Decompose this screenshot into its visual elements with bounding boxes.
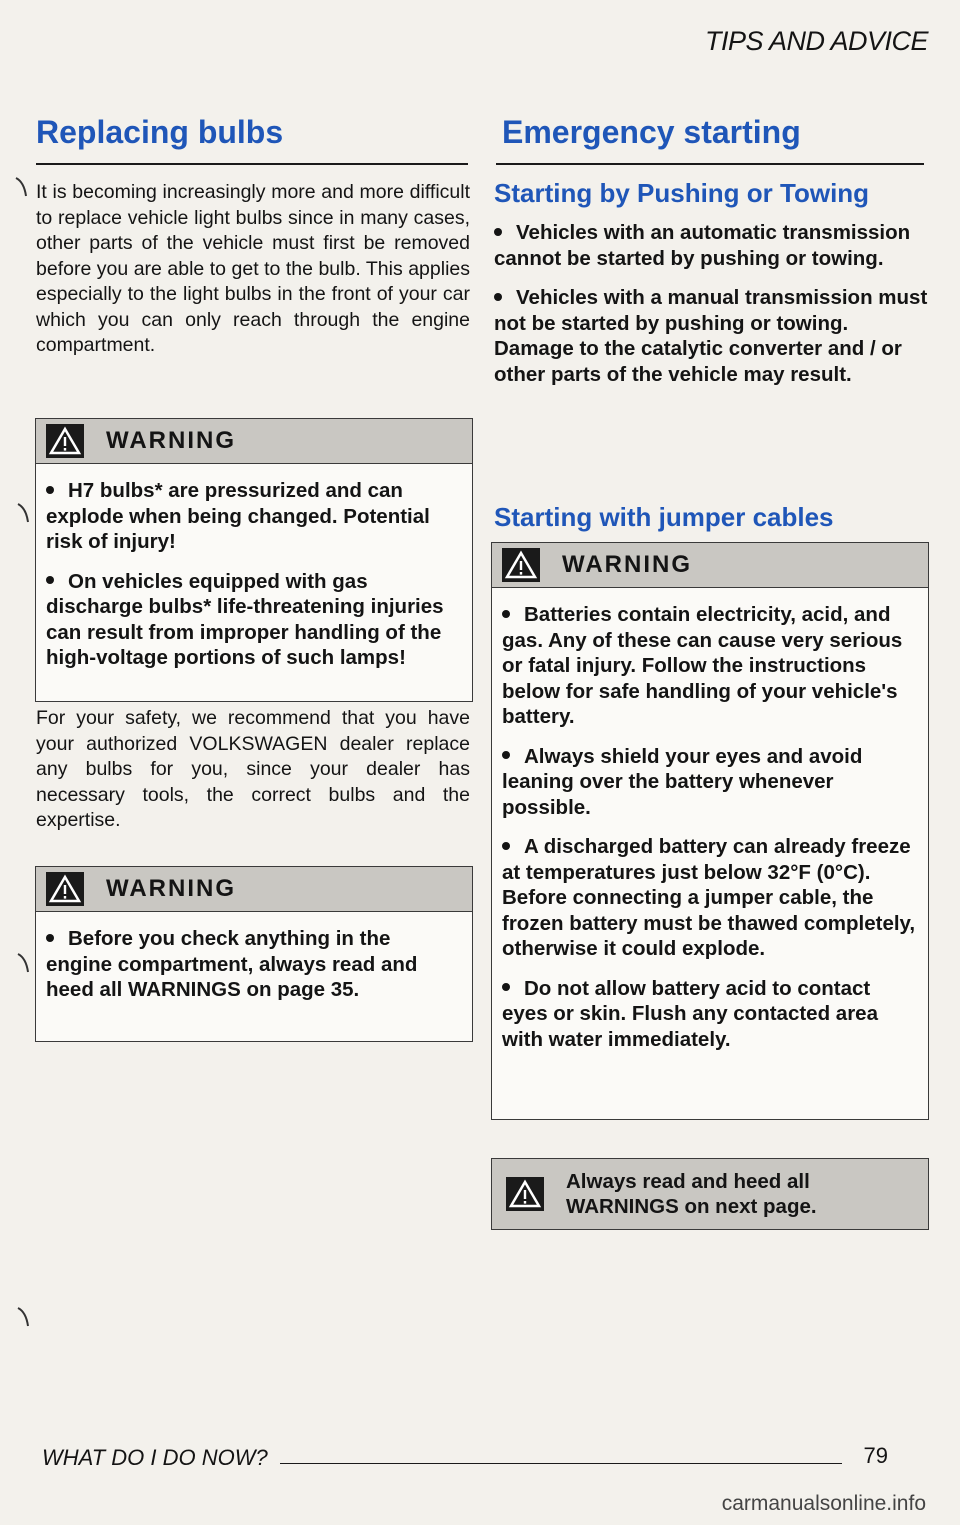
watermark: carmanualsonline.info	[721, 1492, 926, 1515]
warning-label: WARNING	[106, 427, 236, 454]
warning-header	[36, 419, 472, 464]
warning-item: On vehicles equipped with gas discharge bulbs* life-threatening injuries can result from improper handling of the high-voltage portions of such lamps!	[46, 569, 444, 669]
warning-item: Before you check anything in the engine compartment, always read and heed all WARNINGS on page 35.	[46, 927, 418, 1001]
subheading-jumper: Starting with jumper cables	[494, 502, 834, 532]
note-text: Always read and heed all WARNINGS on next page.	[566, 1169, 817, 1218]
push-item: Vehicles with a manual transmission must not be started by pushing or towing.	[494, 286, 928, 335]
warning-box-engine	[35, 866, 473, 1042]
warning-item: Always shield your eyes and avoid leaning over the battery whenever possible.	[502, 744, 863, 819]
left-margin-mark	[16, 952, 30, 974]
subheading-pushing: Starting by Pushing or Towing	[494, 178, 870, 208]
section-header: TIPS AND ADVICE	[704, 26, 928, 56]
right-title-rule	[496, 163, 924, 165]
warning-box-battery	[491, 542, 929, 1120]
safety-paragraph: For your safety, we recommend that you have your authorized VOLKSWAGEN dealer replace any bulbs for you, since your dealer has necessary tools, the correct bulbs and the expertise.	[36, 707, 470, 831]
warning-label: WARNING	[562, 551, 692, 578]
warning-item: Do not allow battery acid to contact eyes or skin. Flush any contacted area with water immediately.	[502, 976, 878, 1051]
left-title-rule	[36, 163, 468, 165]
warning-triangle-icon	[46, 872, 84, 906]
warning-triangle-icon	[46, 424, 84, 458]
left-margin-mark	[16, 502, 30, 524]
warning-item: A discharged battery can already freeze at temperatures just below 32°F (0°C). Before connecting a jumper cable, the frozen battery must be thawed completely, otherwise it could explode.	[502, 835, 916, 960]
footer-rule	[280, 1463, 842, 1464]
warning-header	[492, 543, 928, 588]
warning-box-bulbs	[35, 418, 473, 702]
note-box	[491, 1158, 929, 1230]
left-margin-mark	[16, 1306, 30, 1328]
push-note: Damage to the catalytic converter and / or other parts of the vehicle may result.	[494, 337, 902, 386]
page-number: 79	[863, 1443, 888, 1468]
intro-paragraph: It is becoming increasingly more and more difficult to replace vehicle light bulbs since in many cases, other parts of the vehicle must first be removed before you are able to get to the bulb. This applies especially to the light bulbs in the front of your car which you can only reach through the engine compartment.	[36, 181, 470, 356]
push-item: Vehicles with an automatic transmission cannot be started by pushing or towing.	[494, 221, 911, 270]
warning-triangle-icon	[506, 1177, 544, 1211]
left-margin-mark	[14, 176, 28, 198]
warning-header	[36, 867, 472, 912]
push-tow-section	[494, 220, 928, 399]
warning-triangle-icon	[502, 548, 540, 582]
warning-item: H7 bulbs* are pressurized and can explode when being changed. Potential risk of injury!	[46, 479, 430, 553]
chapter-title: WHAT DO I DO NOW?	[42, 1445, 268, 1470]
right-title: Emergency starting	[502, 114, 801, 150]
warning-label: WARNING	[106, 875, 236, 902]
left-title: Replacing bulbs	[36, 114, 284, 150]
warning-item: Batteries contain electricity, acid, and gas. Any of these can cause very serious or fatal injury. Follow the instructions below for safe handling of your vehicle's battery.	[502, 603, 903, 728]
